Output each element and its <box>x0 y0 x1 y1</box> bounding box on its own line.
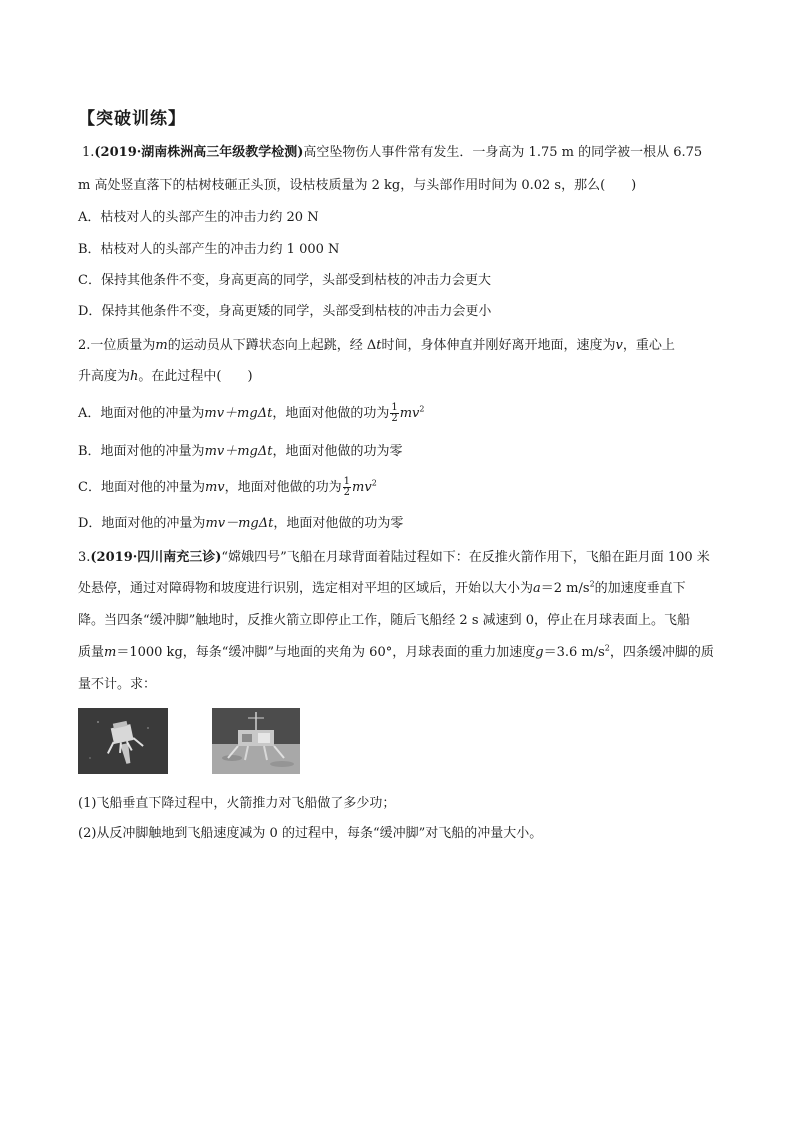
q2-c-text: C．地面对他的冲量为 <box>78 480 205 495</box>
q2-var-m: m <box>155 338 168 353</box>
q2-option-b <box>78 442 403 462</box>
fraction-numerator: 1 <box>391 402 398 413</box>
q3-source: (2019·四川南充三诊) <box>90 550 222 565</box>
q3-text: 处悬停，通过对障碍物和坡度进行识别，选定相对平坦的区域后，开始以大小为 <box>78 581 534 596</box>
q2-d-expr: mv－mgΔt <box>205 516 274 531</box>
q2-c-mv: mv <box>352 480 372 495</box>
q3-line-4 <box>78 643 714 663</box>
q2-option-d <box>78 514 403 534</box>
q2-text: 的运动员从下蹲状态向上起跳，经 Δ <box>167 338 377 353</box>
q3-var-g: g <box>535 645 544 660</box>
lander-descent-graphic <box>78 708 168 774</box>
q3-var-m: m <box>104 645 117 660</box>
q3-text: 质量 <box>78 645 105 660</box>
q1-option-b: B．枯枝对人的头部产生的冲击力约 1 000 N <box>78 242 340 257</box>
q2-d-text: D．地面对他的冲量为 <box>78 516 206 531</box>
q2-var-v: v <box>615 338 623 353</box>
superscript: 2 <box>419 404 425 414</box>
q2-var-h: h <box>130 369 139 384</box>
q3-var-a: a <box>533 581 541 596</box>
q3-subquestion-2: (2)从反冲脚触地到飞船速度减为 0 的过程中，每条“缓冲脚”对飞船的冲量大小。 <box>78 826 543 841</box>
q3-text: ＝2 m/s <box>540 581 590 596</box>
q3-subquestion-1: (1)飞船垂直下降过程中，火箭推力对飞船做了多少功； <box>78 796 396 811</box>
q1-text-1: 高空坠物伤人事件常有发生．一身高为 1.75 m 的同学被一根从 6.75 <box>303 145 703 160</box>
lander-on-moon-graphic <box>212 708 300 774</box>
q2-option-a <box>78 403 424 424</box>
q3-text: ，四条缓冲脚的质 <box>609 645 714 660</box>
q3-line-2 <box>78 579 686 599</box>
q3-line-3: 降。当四条“缓冲脚”触地时，反推火箭立即停止工作，随后飞船经 2 s 减速到 0，停止在月球表面上。飞船 <box>78 613 691 628</box>
lander-descent-photo <box>78 708 168 774</box>
lander-on-moon-photo <box>212 708 300 774</box>
q2-a-expr: mv＋mgΔt <box>204 406 273 421</box>
q3-text: 的加速度垂直下 <box>594 581 686 596</box>
superscript: 2 <box>589 579 595 589</box>
q2-line-2 <box>78 367 253 387</box>
q2-c-expr: mv <box>204 480 225 495</box>
q1-option-c: C．保持其他条件不变，身高更高的同学，头部受到枯枝的冲击力会更大 <box>78 273 491 288</box>
half-fraction <box>343 477 351 498</box>
q2-d-text: ，地面对他做的功为零 <box>273 516 404 531</box>
section-heading: 【突破训练】 <box>78 109 186 129</box>
q3-number: 3. <box>78 550 91 565</box>
q2-c-text: ，地面对他做的功为 <box>224 480 342 495</box>
q3-line-1 <box>78 548 710 568</box>
q3-text: ＝3.6 m/s <box>543 645 605 660</box>
q2-a-text: ，地面对他做的功为 <box>272 406 390 421</box>
q2-b-text: ，地面对他做的功为零 <box>272 444 403 459</box>
half-fraction <box>390 403 398 424</box>
q3-text: “嫦娥四号”飞船在月球背面着陆过程如下：在反推火箭作用下，飞船在距月面 100 米 <box>221 550 710 565</box>
q2-text: ，重心上 <box>622 338 675 353</box>
q2-var-t: t <box>376 338 382 353</box>
q1-source: (2019·湖南株洲高三年级教学检测) <box>94 145 304 160</box>
q2-a-text: A．地面对他的冲量为 <box>78 406 205 421</box>
q1-option-a: A．枯枝对人的头部产生的冲击力约 20 N <box>78 210 319 225</box>
fraction-denominator: 2 <box>343 487 351 498</box>
q1-option-d: D．保持其他条件不变，身高更矮的同学，头部受到枯枝的冲击力会更小 <box>78 304 492 319</box>
q2-option-c <box>78 477 377 498</box>
q3-text: ＝1000 kg，每条“缓冲脚”与地面的夹角为 60°，月球表面的重力加速度 <box>116 645 536 660</box>
fraction-denominator: 2 <box>391 413 398 424</box>
superscript: 2 <box>371 478 377 488</box>
q1-line-1 <box>82 143 702 163</box>
q1-number: 1. <box>82 145 95 160</box>
superscript: 2 <box>604 643 610 653</box>
q3-line-5: 量不计。求： <box>78 677 157 692</box>
q2-b-text: B．地面对他的冲量为 <box>78 444 205 459</box>
q1-line-2: m 高处竖直落下的枯树枝砸正头顶，设枯枝质量为 2 kg，与头部作用时间为 0.02 s，那么( ) <box>78 178 637 193</box>
q2-a-mv: mv <box>399 406 420 421</box>
q2-text: 时间，身体伸直并刚好离开地面，速度为 <box>381 338 616 353</box>
q2-b-expr: mv＋mgΔt <box>204 444 273 459</box>
q2-line-1 <box>78 336 675 356</box>
q2-text: 升高度为 <box>78 369 131 384</box>
q2-text: 2.一位质量为 <box>78 338 156 353</box>
fraction-numerator: 1 <box>343 476 351 487</box>
q2-text: 。在此过程中( ) <box>138 369 253 384</box>
